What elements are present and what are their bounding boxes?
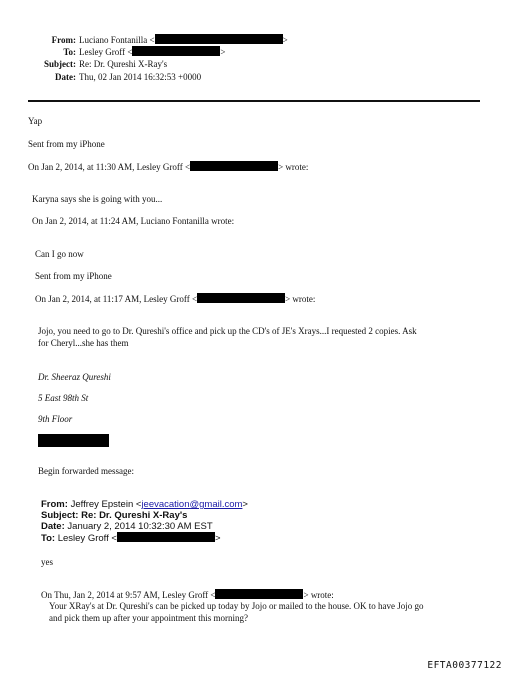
fwd-date-label: Date:: [41, 521, 65, 532]
fwd-from-label: From:: [41, 499, 68, 510]
redaction-box: [132, 46, 220, 56]
body-jojo-line2: for Cheryl...she has them: [38, 338, 129, 348]
fwd-to-value: Lesley Groff: [57, 533, 109, 544]
body-karyna: Karyna says she is going with you...: [32, 194, 163, 204]
from-label: From:: [51, 35, 76, 45]
to-label: To:: [63, 47, 76, 57]
body-sent-iphone-2: Sent from my iPhone: [35, 271, 112, 281]
body-sent-iphone-1: Sent from my iPhone: [28, 139, 105, 149]
redaction-block: [38, 434, 109, 447]
fwd-subject-label: Subject:: [41, 510, 79, 521]
body-jojo-line1: Jojo, you need to go to Dr. Qureshi's office and pick up the CD's of JE's Xrays...I requested 2 copies. Ask: [38, 326, 417, 336]
redaction-box: [215, 589, 303, 599]
header-subject-row: [0, 59, 167, 70]
quote1-prefix: On Jan 2, 2014, at 11:30 AM, Lesley Groff: [28, 162, 183, 172]
fwd-yes: yes: [41, 557, 53, 567]
quote-header-4: On Thu, Jan 2, 2014 at 9:57 AM, Lesley Groff < > wrote:: [41, 590, 334, 600]
fwd-from-name: Jeffrey Epstein: [70, 499, 134, 510]
header-from-row: From: Luciano Fontanilla < >: [0, 34, 288, 46]
signature-name: Dr. Sheeraz Qureshi: [38, 372, 111, 382]
date-label: Date:: [55, 72, 76, 82]
quote3-suffix: wrote:: [292, 294, 316, 304]
fwd-xray-line1: Your XRay's at Dr. Qureshi's can be picked up today by Jojo or mailed to the house. OK to have Jojo go: [49, 601, 424, 611]
from-value: Luciano Fontanilla: [79, 35, 148, 45]
header-date-row: [0, 72, 201, 83]
quote-header-1: On Jan 2, 2014, at 11:30 AM, Lesley Groff < > wrote:: [28, 162, 309, 172]
fwd-subject-row: [41, 510, 187, 521]
redaction-box: [117, 532, 215, 542]
quote4-suffix: wrote:: [310, 590, 334, 600]
header-divider: [28, 100, 480, 102]
signature-address: 5 East 98th St: [38, 393, 89, 403]
to-value: Lesley Groff: [79, 47, 126, 57]
quote1-suffix: wrote:: [285, 162, 309, 172]
header-to-row: To: Lesley Groff < >: [0, 46, 225, 58]
subject-label: Subject:: [44, 59, 76, 69]
redaction-box: [190, 161, 278, 171]
subject-value: Re: Dr. Qureshi X-Ray's: [79, 59, 168, 69]
fwd-from-row: From: Jeffrey Epstein <jeevacation@gmail.com>: [41, 499, 248, 510]
fwd-date-value: January 2, 2014 10:32:30 AM EST: [67, 521, 213, 532]
fwd-from-email-link[interactable]: jeevacation@gmail.com: [141, 499, 243, 510]
body-can-i-go: Can I go now: [35, 249, 84, 259]
body-yap: Yap: [28, 116, 43, 126]
quote-header-3: On Jan 2, 2014, at 11:17 AM, Lesley Groff < > wrote:: [35, 294, 316, 304]
document-id: EFTA00377122: [427, 660, 502, 671]
date-value: Thu, 02 Jan 2014 16:32:53 +0000: [79, 72, 202, 82]
redaction-box: [155, 34, 283, 44]
fwd-to-label: To:: [41, 533, 56, 544]
fwd-date-row: [41, 521, 213, 532]
redaction-box: [197, 293, 285, 303]
quote3-prefix: On Jan 2, 2014, at 11:17 AM, Lesley Groff: [35, 294, 190, 304]
fwd-xray-line2: and pick them up after your appointment this morning?: [49, 613, 248, 623]
fwd-to-row: To: Lesley Groff < >: [41, 533, 221, 544]
fwd-subject-value: Re: Dr. Qureshi X-Ray's: [81, 510, 188, 521]
signature-floor: 9th Floor: [38, 414, 73, 424]
quote4-prefix: On Thu, Jan 2, 2014 at 9:57 AM, Lesley Groff: [41, 590, 209, 600]
quote-header-2: On Jan 2, 2014, at 11:24 AM, Luciano Fontanilla wrote:: [32, 216, 235, 226]
begin-forwarded: Begin forwarded message:: [38, 466, 134, 476]
